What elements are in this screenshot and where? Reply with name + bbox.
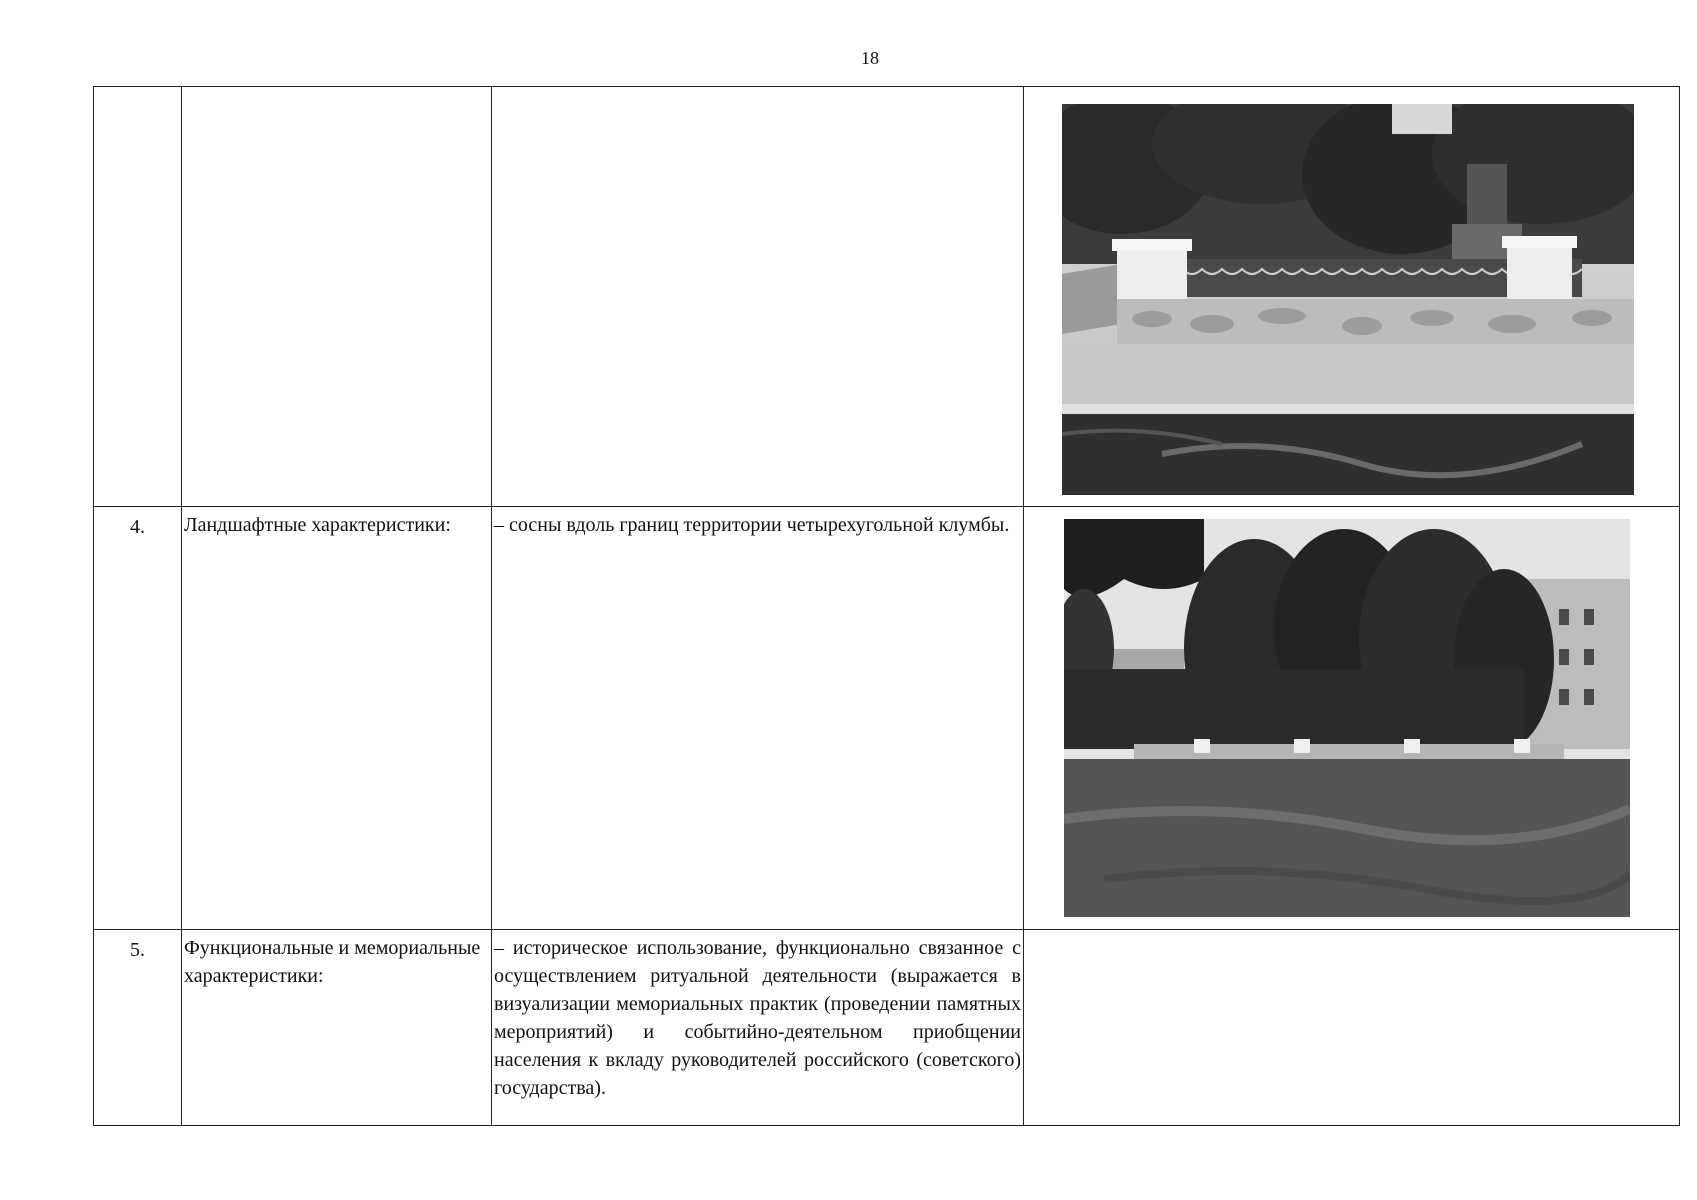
row-name-cell: Функциональные и мемориальные характеристики:	[182, 930, 492, 1126]
row-description-cell: – сосны вдоль границ территории четырехугольной клумбы.	[492, 507, 1024, 930]
row-photo-cell	[1024, 507, 1680, 930]
row-name-cell	[182, 87, 492, 507]
row-name-cell: Ландшафтные характеристики:	[182, 507, 492, 930]
row-number-cell: 4.	[94, 507, 182, 930]
table-row	[94, 507, 1680, 930]
page-number: 18	[861, 48, 879, 68]
table-row	[94, 930, 1680, 1126]
row-description-cell: – историческое использование, функционально связанное с осуществлением ритуальной деятельности (выражается в визуализации мемориальных практик (проведении памятных мероприятий) и событийно-деятельном приобщении населения к вкладу руководителей российского (советского) государства).	[492, 930, 1024, 1126]
row-photo-cell	[1024, 930, 1680, 1126]
memorial-fence-photo	[1062, 104, 1634, 495]
row-number-cell: 5.	[94, 930, 182, 1126]
table-row	[94, 87, 1680, 507]
row-description-cell	[492, 87, 1024, 507]
memorial-square-trees-photo	[1064, 519, 1630, 917]
row-number-cell	[94, 87, 182, 507]
row-photo-cell	[1024, 87, 1680, 507]
characteristics-table	[93, 86, 1680, 1126]
